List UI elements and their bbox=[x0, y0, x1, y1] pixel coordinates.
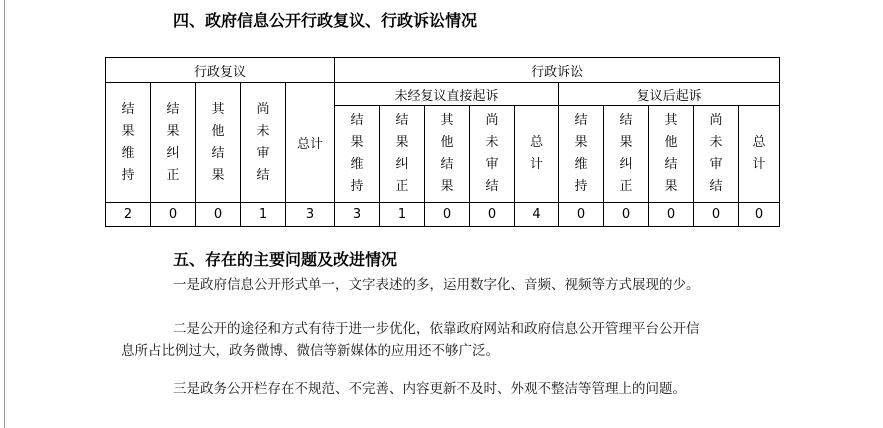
section-5-title: 五、存在的主要问题及改进情况 bbox=[173, 250, 398, 269]
direct-total-header: 总计 bbox=[515, 106, 559, 203]
review-total-header: 总计 bbox=[286, 83, 335, 203]
table-cell: 0 bbox=[739, 203, 780, 227]
table-cell: 1 bbox=[241, 203, 286, 227]
direct-pending-header: 尚未审结 bbox=[470, 106, 515, 203]
review-litigation-table bbox=[105, 57, 780, 227]
after-correct-header: 结果纠正 bbox=[604, 106, 649, 203]
paragraph-3: 三是政务公开栏存在不规范、不完善、内容更新不及时、外观不整洁等管理上的问题。 bbox=[173, 381, 686, 397]
after-pending-header: 尚未审结 bbox=[694, 106, 739, 203]
direct-litigation-header: 未经复议直接起诉 bbox=[335, 83, 559, 106]
after-review-header: 复议后起诉 bbox=[559, 83, 780, 106]
direct-correct-header: 结果纠正 bbox=[380, 106, 425, 203]
section-4-title: 四、政府信息公开行政复议、行政诉讼情况 bbox=[173, 11, 478, 30]
direct-other-header: 其他结果 bbox=[425, 106, 470, 203]
table-cell: 2 bbox=[106, 203, 151, 227]
review-header: 行政复议 bbox=[106, 58, 335, 83]
after-maintain-header: 结果维持 bbox=[559, 106, 604, 203]
table-cell: 0 bbox=[196, 203, 241, 227]
after-total-header: 总计 bbox=[739, 106, 780, 203]
table-cell: 3 bbox=[286, 203, 335, 227]
table-cell: 0 bbox=[151, 203, 196, 227]
direct-maintain-header: 结果维持 bbox=[335, 106, 380, 203]
paragraph-2-line-2: 息所占比例过大，政务微博、微信等新媒体的应用还不够广泛。 bbox=[121, 343, 499, 359]
table-cell: 0 bbox=[559, 203, 604, 227]
litigation-header: 行政诉讼 bbox=[335, 58, 780, 83]
table-cell: 0 bbox=[425, 203, 470, 227]
page-edge-line bbox=[4, 0, 5, 428]
review-other-header: 其他结果 bbox=[196, 83, 241, 203]
paragraph-1: 一是政府信息公开形式单一，文字表述的多，运用数字化、音频、视频等方式展现的少。 bbox=[173, 277, 700, 293]
paragraph-2-line-1: 二是公开的途径和方式有待于进一步优化，依靠政府网站和政府信息公开管理平台公开信 bbox=[173, 321, 700, 337]
table-cell: 0 bbox=[604, 203, 649, 227]
table-cell: 0 bbox=[694, 203, 739, 227]
table-cell: 4 bbox=[515, 203, 559, 227]
review-pending-header: 尚未审结 bbox=[241, 83, 286, 203]
table-cell: 0 bbox=[470, 203, 515, 227]
review-correct-header: 结果纠正 bbox=[151, 83, 196, 203]
review-maintain-header: 结果维持 bbox=[106, 83, 151, 203]
table-cell: 1 bbox=[380, 203, 425, 227]
table-cell: 0 bbox=[649, 203, 694, 227]
after-other-header: 其他结果 bbox=[649, 106, 694, 203]
table-cell: 3 bbox=[335, 203, 380, 227]
